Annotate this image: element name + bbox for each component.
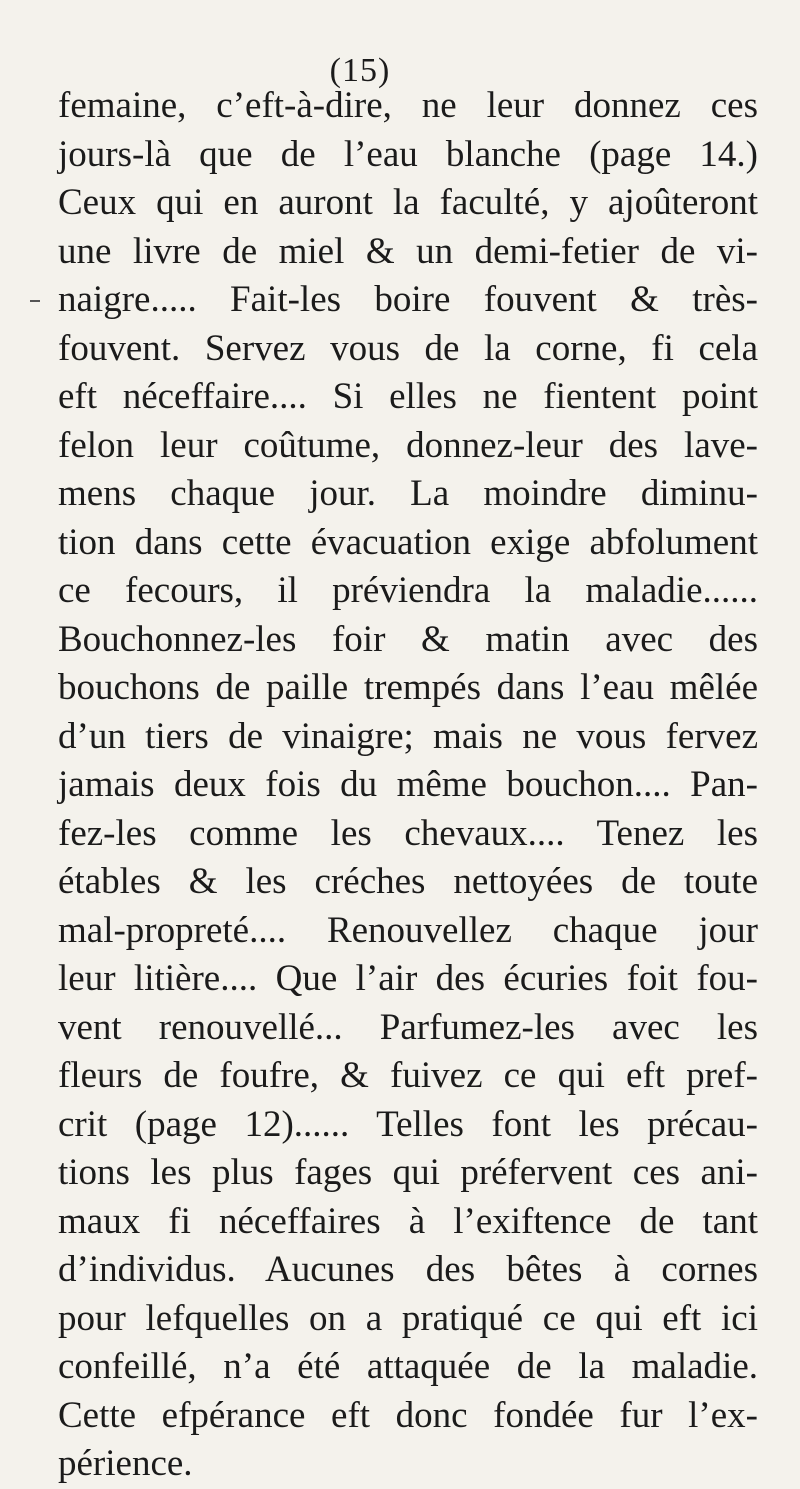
margin-mark	[30, 300, 40, 302]
text-line: tions les plus fages qui préfervent ces ani-	[58, 1152, 758, 1193]
text-line: confeillé, n’a été attaquée de la maladie.	[58, 1346, 758, 1387]
text-line: pour lefquelles on a pratiqué ce qui eft ici	[58, 1297, 758, 1339]
text-line: bouchons de paille trempés dans l’eau mêlée	[58, 667, 758, 708]
text-line: tion dans cette évacuation exige abfolument	[58, 521, 758, 563]
text-line: jours-là que de l’eau blanche (page 14.)	[58, 133, 758, 175]
text-line: maux fi néceffaires à l’exiftence de tant	[58, 1200, 758, 1242]
text-line: d’un tiers de vinaigre; mais ne vous fervez	[58, 715, 758, 757]
text-line: felon leur coûtume, donnez-leur des lave-	[58, 424, 758, 466]
text-line: Bouchonnez-les foir & matin avec des	[58, 618, 758, 660]
page-number: (15)	[329, 52, 391, 89]
text-line: jamais deux fois du même bouchon.... Pan-	[58, 764, 758, 805]
text-line: crit (page 12)...... Telles font les précau-	[58, 1103, 758, 1145]
text-line: leur litière.... Que l’air des écuries foit fou-	[58, 958, 758, 999]
text-line: vent renouvellé... Parfumez-les avec les	[58, 1006, 758, 1048]
text-line: fez-les comme les chevaux.... Tenez les	[58, 812, 758, 854]
text-line: mal-propreté.... Renouvellez chaque jour	[58, 909, 758, 951]
text-line: d’individus. Aucunes des bêtes à cornes	[58, 1249, 758, 1290]
text-line: naigre..... Fait-les boire fouvent & très-	[58, 279, 758, 320]
text-line: Ceux qui en auront la faculté, y ajoûteront	[58, 182, 758, 223]
text-line: fleurs de foufre, & fuivez ce qui eft pref-	[58, 1055, 758, 1096]
text-line: eft néceffaire.... Si elles ne fientent point	[58, 376, 758, 417]
text-line: ce fecours, il préviendra la maladie......	[58, 570, 758, 611]
text-line: fouvent. Servez vous de la corne, fi cela	[58, 327, 758, 369]
text-line: mens chaque jour. La moindre diminu-	[58, 473, 758, 514]
text-line: étables & les créches nettoyées de toute	[58, 861, 758, 902]
text-line: Cette efpérance eft donc fondée fur l’ex-	[58, 1394, 758, 1436]
body-text	[58, 82, 758, 1489]
text-line: périence.	[58, 1443, 193, 1484]
text-line: femaine, c’eft-à-dire, ne leur donnez ces	[58, 85, 758, 126]
text-line: une livre de miel & un demi-fetier de vi-	[58, 230, 758, 272]
